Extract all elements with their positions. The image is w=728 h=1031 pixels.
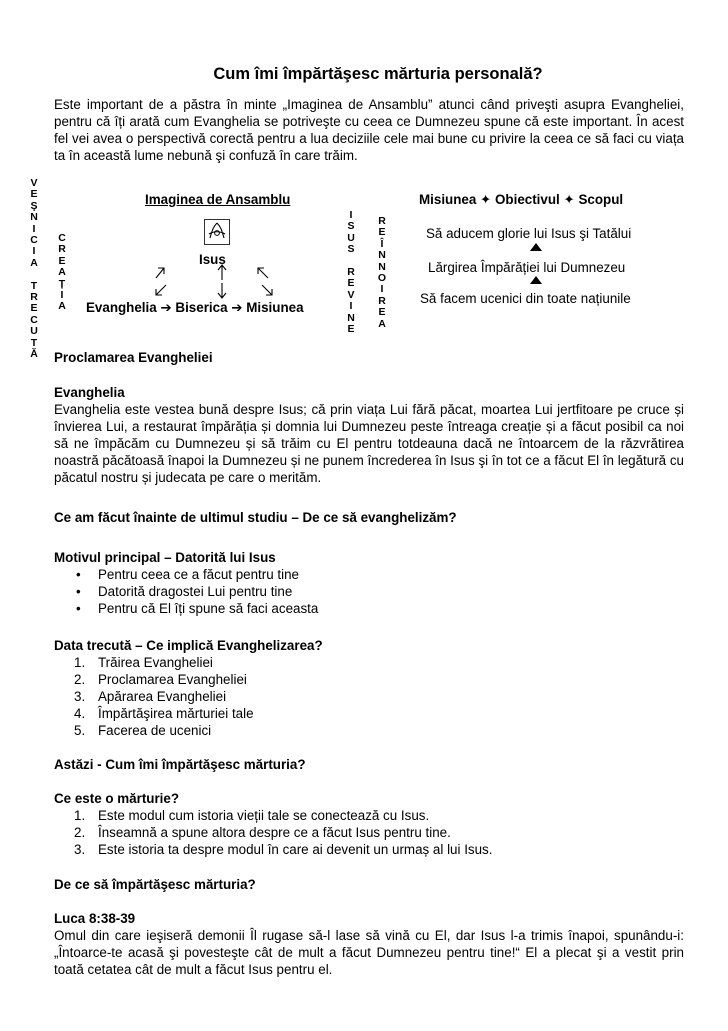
motivul-item <box>54 583 318 600</box>
mission-line-2: Lărgirea Împărăției lui Dumnezeu <box>428 260 626 275</box>
list-number: 5. <box>74 723 86 738</box>
ce-este-item-text: Este modul cum istoria vieții tale se conectează cu Isus. <box>98 808 430 823</box>
isus-revine-letter: N <box>347 311 355 324</box>
motivul-item <box>54 566 318 583</box>
reinnoirea-letter: N <box>378 249 386 262</box>
motivul-list <box>54 566 318 617</box>
star-icon: ✦ <box>480 192 492 207</box>
vesnicia-trecuta-letter: T <box>30 279 38 292</box>
reinnoirea-vertical-label <box>376 216 388 330</box>
reinnoirea-letter: R <box>378 215 386 227</box>
vesnicia-trecuta-letter: N <box>30 211 38 224</box>
bullet-icon: • <box>76 567 81 582</box>
data-trecuta-item-text: Apărarea Evangheliei <box>98 689 227 704</box>
vesnicia-trecuta-letter: Ş <box>30 199 38 212</box>
bullet-icon: • <box>76 584 81 599</box>
data-trecuta-list <box>54 654 254 739</box>
data-trecuta-item <box>54 654 254 671</box>
creatia-vertical-label <box>56 233 68 313</box>
mission-header-misiunea: Misiunea <box>419 192 477 207</box>
astazi-heading: Astăzi - Cum îmi împărtăşesc mărturia? <box>54 757 306 772</box>
list-number: 1. <box>74 808 86 823</box>
ce-este-heading: Ce este o mărturie? <box>54 791 180 806</box>
evanghelia-paragraph: Evanghelia este vestea bună despre Isus; că prin viața Lui fără păcat, moartea Lui jertfitoare pe cruce și învierea Lui, a restaurat împărăția și domnia lui Dumnezeu peste întreaga creație și a făcut posibil ca noi să ne împăcăm cu Dumnezeu și să trăim cu El pentru totdeauna dacă ne întoarcem de la răzvrătirea noastră păcătoasă înapoi la Dumnezeu și ne punem încrederea în Isus şi în tot ce a făcut El în legătură cu păcatul nostru și judecata pe care o merităm. <box>54 402 684 485</box>
flow-evanghelia: Evanghelia <box>86 300 157 315</box>
arrows-down-from-isus <box>152 281 302 301</box>
creatia-letter: A <box>58 266 66 279</box>
list-number: 1. <box>74 655 86 670</box>
reinnoirea-letter: I <box>380 283 384 296</box>
data-trecuta-item-text: Trăirea Evangheliei <box>98 655 213 670</box>
ce-am-facut-heading: Ce am făcut înainte de ultimul studiu – De ce să evanghelizăm? <box>54 510 457 525</box>
list-number: 2. <box>74 672 86 687</box>
mission-header-scopul: Scopul <box>578 192 624 207</box>
isus-revine-letter: E <box>347 277 355 290</box>
list-number: 3. <box>74 689 86 704</box>
reinnoirea-letter: O <box>377 272 387 285</box>
big-picture-title: Imaginea de Ansamblu <box>145 192 291 207</box>
motivul-heading: Motivul principal – Datorită lui Isus <box>54 550 276 565</box>
evanghelia-heading: Evanghelia <box>54 385 125 400</box>
creatia-letter: C <box>58 232 66 244</box>
vesnicia-trecuta-letter: V <box>30 177 38 189</box>
star-icon: ✦ <box>563 192 575 207</box>
vesnicia-trecuta-vertical-label <box>28 178 40 361</box>
reinnoirea-letter: E <box>378 226 386 239</box>
intro-paragraph: Este important de a păstra în minte „Imaginea de Ansamblu” atunci când priveşti asupra Evangheliei, pentru că îți arată cum Evanghelia se potriveşte cu ceea ce Dumnezeu spune că este important. În acest fel vei avea o perspectivă corectă pentru a lua deciziile cele mai bune cu privire la ceea ce să faci cu viața ta în această lume nebună şi confuză în care trăim. <box>54 97 684 163</box>
vesnicia-trecuta-letter: I <box>32 222 36 235</box>
data-trecuta-item <box>54 705 254 722</box>
reinnoirea-letter: Î <box>380 237 384 250</box>
motivul-item-text: Pentru că El îți spune să faci aceasta <box>98 601 319 616</box>
data-trecuta-item <box>54 722 254 739</box>
creatia-letter: A <box>58 300 66 313</box>
vesnicia-trecuta-letter: U <box>30 325 38 338</box>
triangle-up-icon <box>530 243 542 251</box>
ce-este-item <box>54 841 492 858</box>
list-number: 3. <box>74 842 86 857</box>
motivul-item <box>54 600 318 617</box>
bullet-icon: • <box>76 601 81 616</box>
vesnicia-trecuta-letter: E <box>30 188 38 201</box>
isus-revine-letter: E <box>347 323 355 336</box>
reinnoirea-letter: R <box>378 294 386 307</box>
page-title: Cum îmi împărtăşesc mărturia personală? <box>213 65 543 83</box>
vesnicia-trecuta-letter: Ă <box>30 348 38 361</box>
vesnicia-trecuta-letter: I <box>32 245 36 258</box>
gospel-flow <box>86 299 304 316</box>
mission-line-3: Să facem ucenici din toate națiunile <box>420 291 631 306</box>
reinnoirea-letter: N <box>378 260 386 273</box>
arrows-up-to-isus <box>150 262 300 282</box>
flow-arrow-icon: ➔ <box>160 300 172 315</box>
flow-arrow-icon: ➔ <box>231 300 243 315</box>
ce-este-item-text: Înseamnă a spune altora despre ce a făcut Isus pentru tine. <box>98 825 451 840</box>
vesnicia-trecuta-letter: C <box>30 313 38 326</box>
mission-line-1: Să aducem glorie lui Isus şi Tatălui <box>426 226 632 241</box>
ce-este-item <box>54 824 492 841</box>
mission-header <box>419 191 623 208</box>
mission-header-obiectivul: Obiectivul <box>495 192 560 207</box>
isus-revine-letter: V <box>347 288 355 301</box>
isus-revine-vertical-label <box>345 210 357 335</box>
data-trecuta-item-text: Împărtăşirea mărturiei tale <box>98 706 254 721</box>
proclamarea-heading: Proclamarea Evangheliei <box>54 350 213 365</box>
isus-label: Isus <box>199 252 226 267</box>
vesnicia-trecuta-letter: T <box>30 336 38 349</box>
vesnicia-trecuta-letter: C <box>30 234 38 247</box>
data-trecuta-heading: Data trecută – Ce implică Evanghelizarea? <box>54 638 323 653</box>
isus-revine-letter: S <box>347 220 355 233</box>
creatia-letter: Ț <box>58 277 66 290</box>
creatia-letter: I <box>60 289 64 302</box>
luca-heading: Luca 8:38-39 <box>54 911 136 926</box>
vesnicia-trecuta-letter: R <box>30 291 38 304</box>
data-trecuta-item-text: Proclamarea Evangheliei <box>98 672 247 687</box>
vesnicia-trecuta-letter: E <box>30 302 38 315</box>
creatia-letter: E <box>58 254 66 267</box>
isus-revine-letter: I <box>349 300 353 313</box>
isus-revine-letter: R <box>347 266 355 279</box>
motivul-item-text: Datorită dragostei Lui pentru tine <box>98 584 293 599</box>
flow-biserica: Biserica <box>175 300 228 315</box>
ce-este-list <box>54 807 492 858</box>
reinnoirea-letter: E <box>378 306 386 319</box>
motivul-item-text: Pentru ceea ce a făcut pentru tine <box>98 567 299 582</box>
luca-paragraph: Omul din care ieşiseră demonii Îl rugase să-l lase să vină cu El, dar Isus l-a trimis înapoi, spunându-i: „Întoarce-te acasă şi povesteşte cât de mult a făcut Dumnezeu pentru tine!“ El a plecat şi a vestit prin toată cetatea cât de mult a făcut Isus pentru el. <box>54 928 684 977</box>
triangle-up-icon <box>530 276 542 284</box>
data-trecuta-item <box>54 671 254 688</box>
vesnicia-trecuta-letter: A <box>30 256 38 269</box>
list-number: 2. <box>74 825 86 840</box>
de-ce-heading: De ce să împărtăşesc mărturia? <box>54 877 256 892</box>
flow-misiunea: Misiunea <box>246 300 304 315</box>
trinity-icon <box>204 219 230 245</box>
vesnicia-trecuta-letter <box>28 269 40 280</box>
ce-este-item-text: Este istoria ta despre modul în care ai devenit un urmaș al lui Isus. <box>98 842 493 857</box>
reinnoirea-letter: A <box>378 317 386 330</box>
isus-revine-letter: U <box>347 231 355 244</box>
data-trecuta-item <box>54 688 254 705</box>
isus-revine-letter: S <box>347 243 355 256</box>
data-trecuta-item-text: Facerea de ucenici <box>98 723 212 738</box>
ce-este-item <box>54 807 492 824</box>
isus-revine-letter: I <box>349 209 353 221</box>
list-number: 4. <box>74 706 86 721</box>
creatia-letter: R <box>58 243 66 256</box>
